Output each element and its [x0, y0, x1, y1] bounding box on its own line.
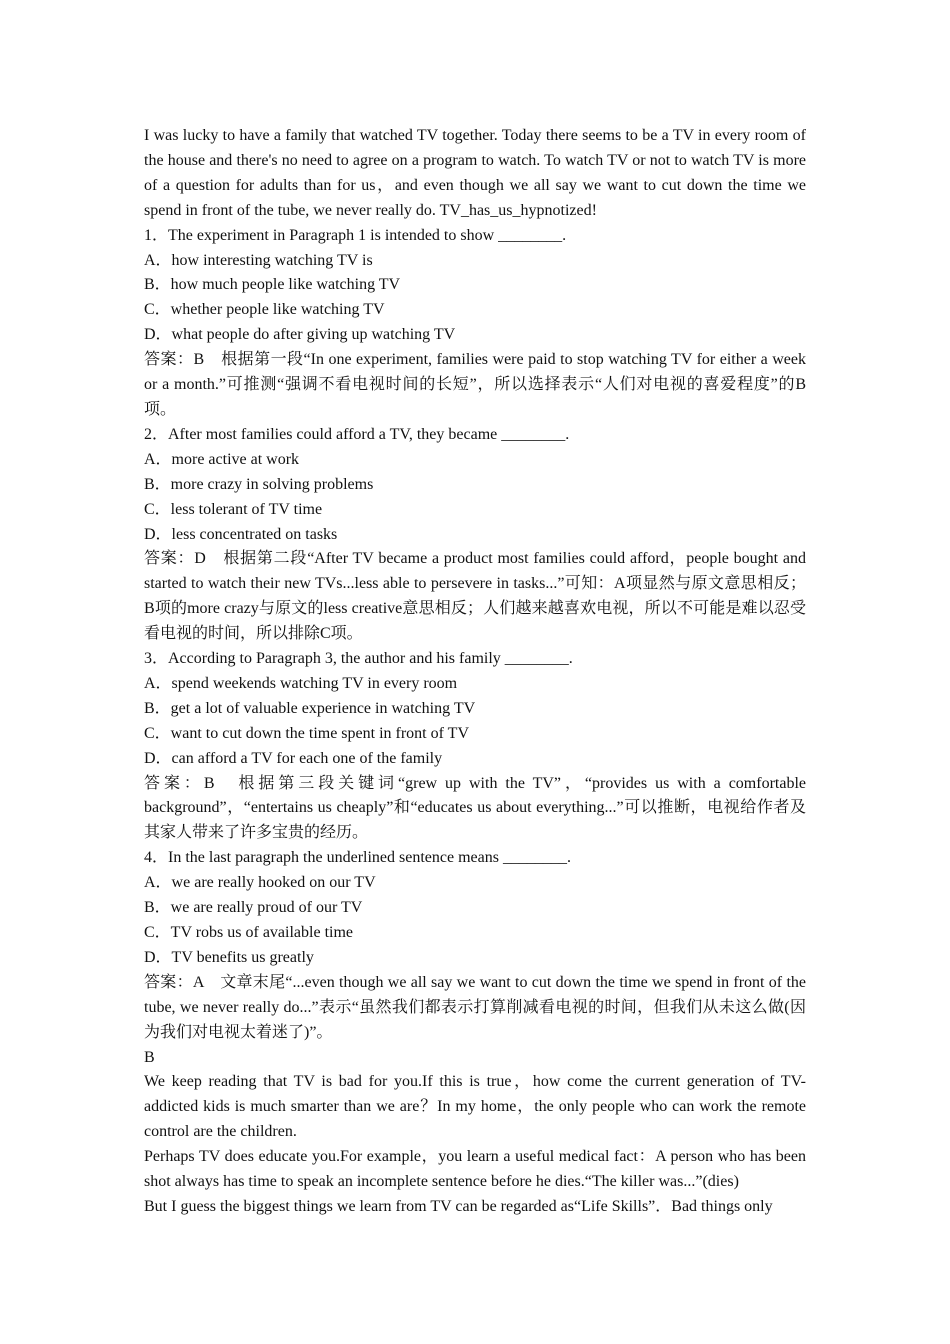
question-block [144, 846, 806, 1045]
option-d: D．less concentrated on tasks [144, 525, 338, 543]
option-c: C．TV robs us of available time [144, 924, 354, 941]
option-c: C．whether people like watching TV [144, 301, 385, 319]
question-stem: 3．According to Paragraph 3, the author and his family ________. [144, 650, 573, 668]
option-a: A．how interesting watching TV is [144, 251, 373, 269]
section-label: B [144, 1048, 155, 1066]
option-a: A．we are really hooked on our TV [144, 874, 376, 892]
question-stem: 1．The experiment in Paragraph 1 is intended to show ________. [144, 226, 567, 244]
question-stem: 2．After most families could afford a TV, they became ________. [144, 425, 570, 443]
option-d: D．TV benefits us greatly [144, 948, 314, 966]
question-block [144, 647, 806, 846]
option-a: A．more active at work [144, 450, 300, 468]
answer-explanation: 答案：A 文章末尾“...even though we all say we want to cut down the time we spend in front of the tube, we never really do...”表示“虽然我们都表示打算削减看电视的时间，但我们从未这么做(因为我们对电视太着迷了)”。 [144, 973, 806, 1041]
option-b: B．we are really proud of our TV [144, 899, 363, 917]
intro-paragraph: I was lucky to have a family that watched TV together. Today there seems to be a TV in every room of the house and there's no need to agree on a program to watch. To watch TV or not to watch TV is more of a question for adults than for us，and even though we all say we want to cut down the time we spend in front of the tube, we never really do. TV_has_us_hypnotized! [144, 127, 807, 219]
question-block [144, 224, 806, 423]
option-c: C．want to cut down the time spent in front of TV [144, 724, 469, 742]
option-b: B．more crazy in solving problems [144, 475, 374, 493]
option-b: B．how much people like watching TV [144, 276, 401, 294]
answer-explanation: 答案：B 根据第三段关键词“grew up with the TV”，“provides us with a comfortable background”，“entertains us cheaply”和“educates us about everything...”可以推断，电视给作者及其家人带来了许多宝贵的经历。 [144, 774, 806, 842]
answer-explanation: 答案：B 根据第一段“In one experiment, families were paid to stop watching TV for either a week or a month.”可推测“强调不看电视时间的长短”，所以选择表示“人们对电视的喜爱程度”的B项。 [144, 351, 806, 418]
answer-explanation: 答案：D 根据第二段“After TV became a product most families could afford，people bought and started to watch their new TVs...less able to persevere in tasks...”可知：A项显然与原文意思相反；B项的more crazy与原文的less creative意思相反；人们越来越喜欢电视，所以不可能是难以忍受看电视的时间，所以排除C项。 [144, 550, 806, 643]
option-a: A．spend weekends watching TV in every room [144, 674, 458, 692]
document-body [144, 124, 806, 1220]
option-b: B．get a lot of valuable experience in watching TV [144, 699, 476, 717]
option-d: D．can afford a TV for each one of the family [144, 749, 443, 767]
passage-paragraph: But I guess the biggest things we learn from TV can be regarded as“Life Skills”．Bad things only [144, 1197, 773, 1215]
option-c: C．less tolerant of TV time [144, 500, 323, 518]
passage-paragraph: Perhaps TV does educate you.For example，you learn a useful medical fact：A person who has been shot always has time to speak an incomplete sentence before he dies.“The killer was...”(dies) [144, 1148, 806, 1191]
question-block [144, 423, 806, 647]
option-d: D．what people do after giving up watching TV [144, 326, 456, 344]
passage-paragraph: We keep reading that TV is bad for you.If this is true，how come the current generation of TV-addicted kids is much smarter than we are？In my home，the only people who can work the remote control are the children. [144, 1073, 806, 1141]
question-stem: 4．In the last paragraph the underlined sentence means ________. [144, 849, 571, 867]
